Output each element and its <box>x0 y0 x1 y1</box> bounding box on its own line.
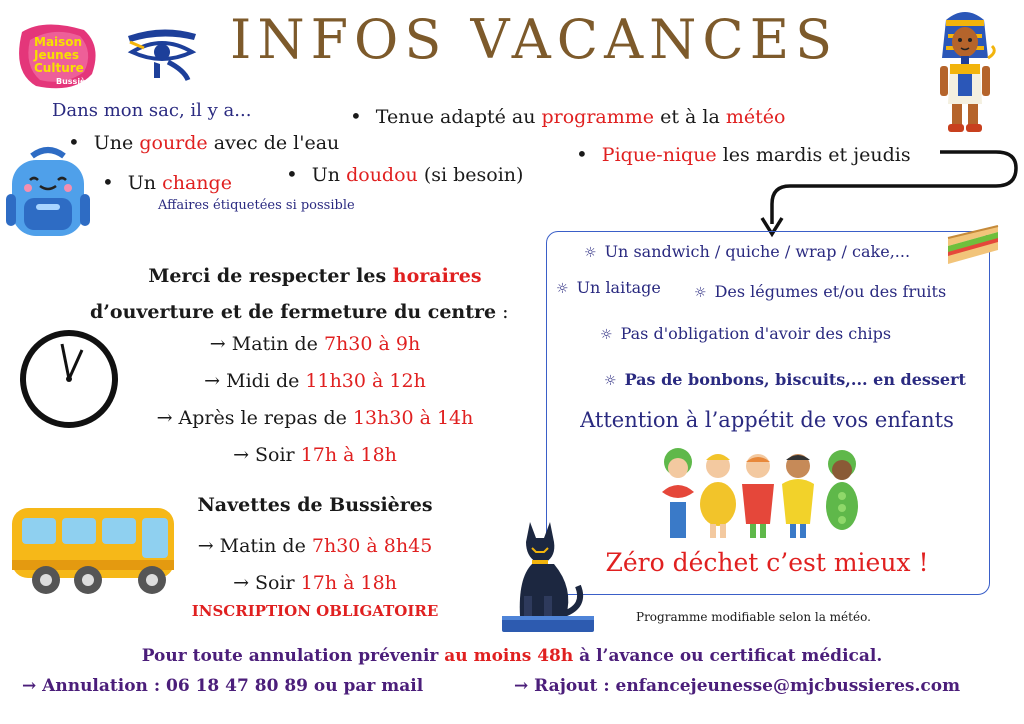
lunch-item <box>600 324 891 343</box>
attention-text: Attention à l’appétit de vos enfants <box>580 408 954 432</box>
lunch-item-text: Des légumes et/ou des fruits <box>714 282 947 301</box>
hours-highlight: horaires <box>392 265 482 287</box>
hours-heading <box>90 258 509 330</box>
item-text: les mardis et jeudis <box>716 144 911 166</box>
sun-icon: ☼ <box>604 373 617 389</box>
footer-text: à l’avance ou certificat médical. <box>573 646 883 666</box>
item-tenue <box>350 104 785 128</box>
navette-time: 7h30 à 8h45 <box>311 535 433 557</box>
item-highlight: Pique-nique <box>601 144 717 166</box>
navettes-list <box>130 528 500 602</box>
clock-icon <box>18 328 120 434</box>
hours-text: d’ouverture et de fermeture du centre <box>90 301 497 323</box>
hours-row <box>130 400 500 437</box>
hours-label: → Après le repas de <box>156 407 353 429</box>
sun-icon: ☼ <box>556 281 569 297</box>
item-text: Tenue adapté au <box>375 106 542 128</box>
page-title: INFOS VACANCES <box>230 8 839 71</box>
programme-note: Programme modifiable selon la météo. <box>636 610 871 624</box>
hours-text: : <box>496 301 509 323</box>
lunch-item <box>694 282 946 301</box>
hours-line1 <box>130 258 500 294</box>
lunch-item-text: Pas d'obligation d'avoir des chips <box>620 324 892 343</box>
hours-row <box>130 326 500 363</box>
item-text: Un <box>127 172 163 194</box>
item-text: (si besoin) <box>417 164 524 186</box>
item-text: avec de l'eau <box>207 132 340 154</box>
eye-of-horus-icon <box>124 26 200 86</box>
logo-line: Bussières <box>56 77 100 86</box>
hours-time: 11h30 à 12h <box>305 370 426 392</box>
inscription-notice: INSCRIPTION OBLIGATOIRE <box>191 602 439 620</box>
navette-time: 17h à 18h <box>300 572 397 594</box>
item-text: Une <box>93 132 140 154</box>
lunch-item <box>604 370 966 389</box>
mjc-logo <box>14 22 100 92</box>
sandwich-icon <box>944 218 1002 270</box>
navette-label: → Soir <box>233 572 301 594</box>
hours-time: 13h30 à 14h <box>352 407 474 429</box>
lunch-item-text: Un laitage <box>576 278 661 297</box>
lunch-item <box>584 242 910 261</box>
sun-icon: ☼ <box>694 285 707 301</box>
pharaoh-illustration <box>932 8 998 142</box>
footer-rajout: → Rajout : enfancejeunesse@mjcbussieres.com <box>514 676 961 696</box>
zero-waste-text: Zéro déchet c’est mieux ! <box>605 548 929 577</box>
kids-fruit-costumes-illustration <box>656 444 870 548</box>
item-gourde <box>68 130 339 154</box>
sun-icon: ☼ <box>584 245 597 261</box>
hours-row <box>130 363 500 400</box>
hours-label: → Soir <box>233 444 301 466</box>
hours-time: 7h30 à 9h <box>323 333 421 355</box>
logo-line: Culture <box>34 61 84 75</box>
footer-highlight: au moins 48h <box>444 646 574 666</box>
item-highlight: change <box>162 172 232 194</box>
item-change <box>102 170 232 194</box>
hours-label: → Matin de <box>209 333 324 355</box>
hours-time: 17h à 18h <box>300 444 397 466</box>
logo-line: Maison <box>34 35 83 49</box>
hours-text: Merci de respecter les <box>148 265 393 287</box>
hours-list <box>130 326 500 474</box>
navette-label: → Matin de <box>197 535 312 557</box>
item-text: et à la <box>654 106 726 128</box>
hours-label: → Midi de <box>204 370 306 392</box>
footer-annulation: → Annulation : 06 18 47 80 89 ou par mail <box>22 676 424 696</box>
footer-text: Pour toute annulation prévenir <box>141 646 445 666</box>
bus-illustration <box>8 502 178 602</box>
navettes-title: Navettes de Bussières <box>197 494 433 516</box>
logo-line: Jeunes <box>34 48 79 62</box>
bag-note: Affaires étiquetées si possible <box>158 198 355 213</box>
navette-row <box>130 565 500 602</box>
item-highlight: doudou <box>346 164 418 186</box>
bag-heading: Dans mon sac, il y a... <box>52 100 252 121</box>
item-text: Un <box>311 164 347 186</box>
backpack-illustration <box>2 146 94 242</box>
navette-row <box>130 528 500 565</box>
footer-cancel <box>0 646 1024 666</box>
lunch-item-text: Pas de bonbons, biscuits,... en dessert <box>624 370 966 389</box>
item-highlight: programme <box>541 106 655 128</box>
lunch-item <box>556 278 661 297</box>
item-highlight: gourde <box>139 132 208 154</box>
hours-line2 <box>90 294 509 330</box>
item-doudou <box>286 162 523 186</box>
item-highlight: météo <box>725 106 786 128</box>
lunch-item-text: Un sandwich / quiche / wrap / cake,... <box>604 242 911 261</box>
egyptian-cat-illustration <box>496 518 600 640</box>
sun-icon: ☼ <box>600 327 613 343</box>
hours-row <box>130 437 500 474</box>
